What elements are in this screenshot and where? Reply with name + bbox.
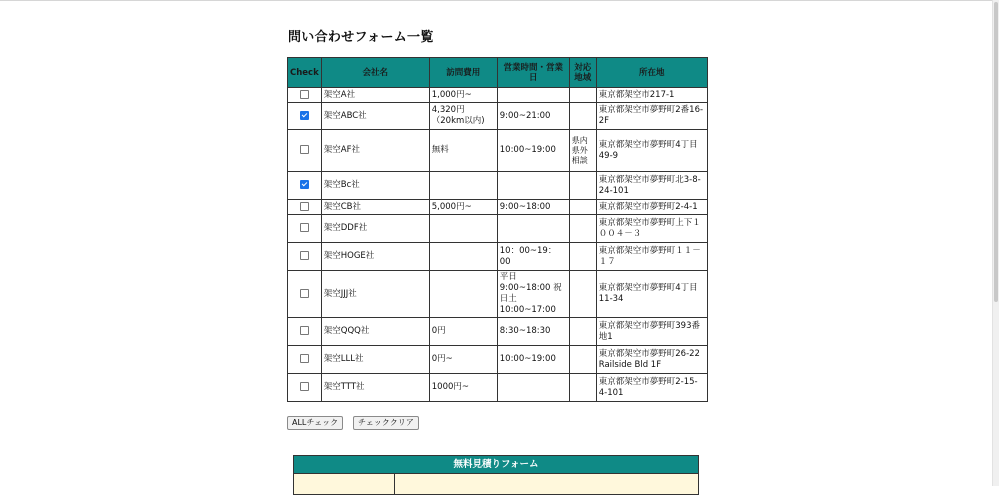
page-title: 問い合わせフォーム一覧 [288,30,434,45]
hours-cell: 10：00~19：00 [497,243,569,271]
company-cell: 架空QQQ社 [321,318,429,346]
hours-cell: 10:00~19:00 [497,346,569,374]
header-address: 所在地 [596,58,707,88]
table-row [288,243,708,271]
company-cell: 架空A社 [321,88,429,103]
region-cell: 県内県外相談 [569,130,596,172]
row-checkbox[interactable] [300,90,309,99]
address-cell: 東京都架空市夢野町393番地1 [596,318,707,346]
all-check-button[interactable]: ALLチェック [287,416,343,430]
check-cell [288,374,322,402]
row-checkbox[interactable] [300,145,309,154]
header-check: Check [288,58,322,88]
table-row [288,88,708,103]
address-cell: 東京都架空市夢野町北3-8-24-101 [596,172,707,200]
company-cell: 架空HOGE社 [321,243,429,271]
fee-cell: 無料 [429,130,497,172]
fee-cell: 5,000円~ [429,200,497,215]
free-quote-form [293,455,699,495]
address-cell: 東京都架空市夢野町4丁目11-34 [596,271,707,318]
fee-cell [429,172,497,200]
check-cell [288,130,322,172]
hours-cell [497,374,569,402]
table-row [288,200,708,215]
table-row [288,318,708,346]
address-cell: 東京都架空市夢野町26-22 Railside Bld 1F [596,346,707,374]
hours-cell [497,88,569,103]
row-checkbox[interactable] [300,251,309,260]
table-row [288,271,708,318]
scrollbar-thumb[interactable] [994,2,998,302]
hours-cell: 9:00~18:00 [497,200,569,215]
address-cell: 東京都架空市夢野町2-4-1 [596,200,707,215]
company-cell: 架空CB社 [321,200,429,215]
check-cell [288,243,322,271]
hours-cell [497,215,569,243]
window-top-border [0,0,999,1]
fee-cell: 0円 [429,318,497,346]
address-cell: 東京都架空市夢野町上下１００４－３ [596,215,707,243]
region-cell [569,215,596,243]
table-row [288,172,708,200]
region-cell [569,318,596,346]
table-row [288,374,708,402]
row-checkbox[interactable] [300,223,309,232]
region-cell [569,200,596,215]
check-clear-button[interactable]: チェッククリア [353,416,419,430]
fee-cell [429,215,497,243]
vertical-scrollbar[interactable] [992,0,999,486]
row-checkbox[interactable] [300,111,309,120]
quote-form-divider [394,474,395,495]
address-cell: 東京都架空市夢野町2-15-4-101 [596,374,707,402]
fee-cell: 1000円~ [429,374,497,402]
table-header-row [288,58,708,88]
fee-cell: 4,320円（20km以内) [429,103,497,130]
fee-cell: 0円~ [429,346,497,374]
hours-cell: 8:30~18:30 [497,318,569,346]
company-cell: 架空DDF社 [321,215,429,243]
table-row [288,130,708,172]
check-cell [288,271,322,318]
check-cell [288,88,322,103]
region-cell [569,172,596,200]
hours-cell: 平日9:00~18:00 祝日土10:00~17:00 [497,271,569,318]
region-cell [569,271,596,318]
region-cell [569,346,596,374]
hours-cell: 9:00~21:00 [497,103,569,130]
header-company: 会社名 [321,58,429,88]
row-checkbox[interactable] [300,202,309,211]
header-region: 対応地域 [569,58,596,88]
check-cell [288,215,322,243]
fee-cell: 1,000円~ [429,88,497,103]
table-row [288,346,708,374]
region-cell [569,88,596,103]
company-cell: 架空Bc社 [321,172,429,200]
check-cell [288,318,322,346]
company-cell: 架空LLL社 [321,346,429,374]
region-cell [569,243,596,271]
hours-cell: 10:00~19:00 [497,130,569,172]
check-cell [288,346,322,374]
region-cell [569,374,596,402]
header-hours: 営業時間・営業日 [497,58,569,88]
check-cell [288,200,322,215]
check-cell [288,103,322,130]
table-row [288,103,708,130]
header-fee: 訪問費用 [429,58,497,88]
table-row [288,215,708,243]
inquiry-form-table [287,57,708,402]
row-checkbox[interactable] [300,354,309,363]
fee-cell [429,243,497,271]
check-cell [288,172,322,200]
quote-form-title: 無料見積りフォーム [294,456,698,474]
address-cell: 東京都架空市217-1 [596,88,707,103]
hours-cell [497,172,569,200]
row-checkbox[interactable] [300,180,309,189]
address-cell: 東京都架空市夢野町4丁目49-9 [596,130,707,172]
row-checkbox[interactable] [300,326,309,335]
row-checkbox[interactable] [300,289,309,298]
company-cell: 架空ABC社 [321,103,429,130]
company-cell: 架空JJJ社 [321,271,429,318]
region-cell [569,103,596,130]
row-checkbox[interactable] [300,382,309,391]
company-cell: 架空AF社 [321,130,429,172]
address-cell: 東京都架空市夢野町2番16-2F [596,103,707,130]
address-cell: 東京都架空市夢野町１１－１７ [596,243,707,271]
company-cell: 架空TTT社 [321,374,429,402]
fee-cell [429,271,497,318]
